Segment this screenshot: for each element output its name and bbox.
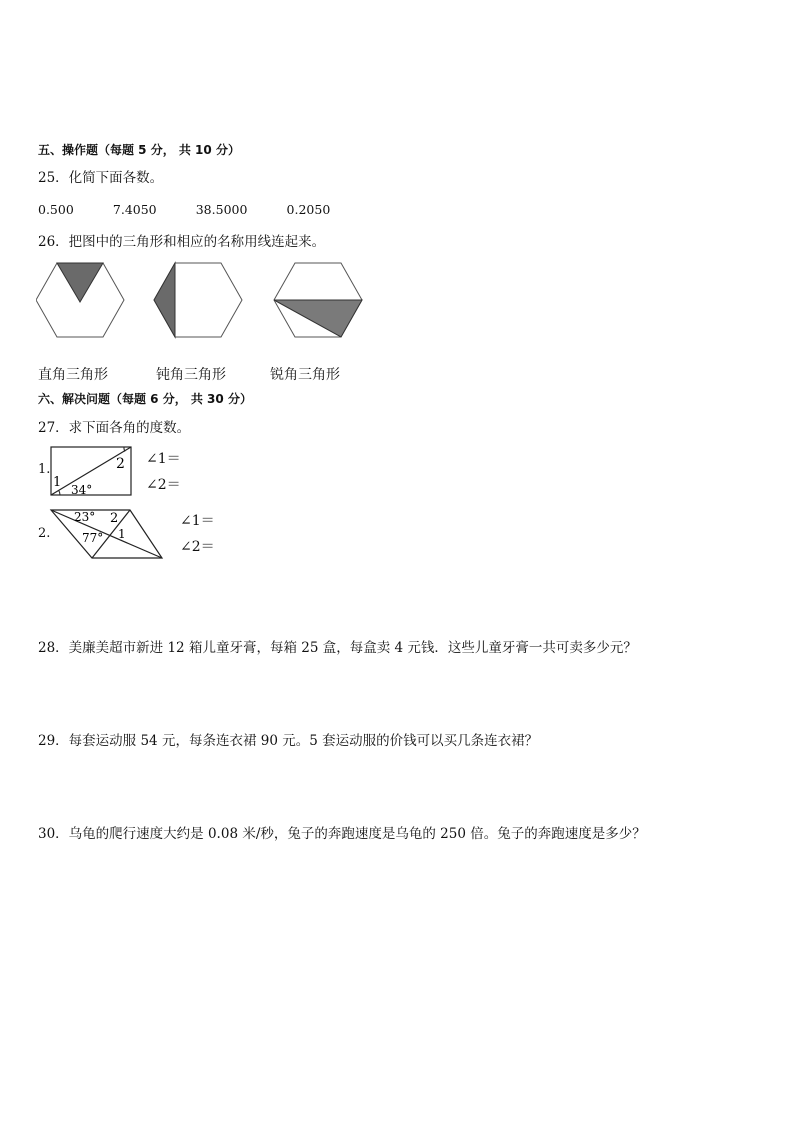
hexagon-figure-3	[274, 263, 362, 337]
q27-fig1-angle-34: 34°	[71, 483, 93, 497]
q27-fig2-mark-1: 1	[118, 527, 126, 541]
q27-figure-2-index: 2.	[38, 526, 51, 541]
q27-fig2-answer-2: ∠2＝	[180, 539, 215, 555]
question-27: 27．求下面各角的度数。	[38, 420, 191, 436]
q25-number-3: 38.5000	[195, 202, 248, 217]
section-5-title: 五、操作题（每题 5 分， 共 10 分）	[38, 143, 240, 157]
hexagon-figure-1	[36, 263, 124, 337]
q27-figure-2	[48, 506, 168, 562]
q27-fig1-answer-2: ∠2＝	[146, 477, 181, 493]
q27-fig1-answer-1: ∠1＝	[146, 451, 181, 467]
q27-figure-1	[46, 444, 136, 500]
q27-fig2-mark-2: 2	[110, 511, 119, 526]
question-30: 30．乌龟的爬行速度大约是 0.08 米/秒，兔子的奔跑速度是乌龟的 250 倍。兔子的奔跑速度是多少？	[38, 826, 646, 842]
q27-fig1-mark-1: 1	[53, 475, 62, 490]
section-6-title: 六、解决问题（每题 6 分， 共 30 分）	[38, 392, 252, 406]
label-obtuse-triangle: 钝角三角形	[156, 367, 226, 383]
q27-figure-1-index: 1.	[38, 462, 51, 477]
question-29: 29．每套运动服 54 元，每条连衣裙 90 元。5 套运动服的价钱可以买几条连衣裙？	[38, 733, 539, 749]
q27-fig1-mark-2: 2	[116, 456, 125, 472]
hexagon-figures	[36, 258, 376, 342]
q27-fig2-angle-77: 77°	[82, 531, 104, 545]
q25-numbers	[38, 199, 364, 218]
label-acute-triangle: 锐角三角形	[270, 367, 340, 383]
question-25: 25．化简下面各数。	[38, 170, 164, 186]
question-28: 28．美廉美超市新进 12 箱儿童牙膏，每箱 25 盒，每盒卖 4 元钱．这些儿童牙膏一共可卖多少元？	[38, 640, 637, 656]
q27-fig2-answer-1: ∠1＝	[180, 513, 215, 529]
hexagon-figure-2	[154, 263, 242, 337]
label-right-triangle: 直角三角形	[38, 367, 108, 383]
q25-number-2: 7.4050	[112, 202, 157, 217]
q25-number-1: 0.500	[38, 202, 74, 217]
q27-fig2-angle-23: 23°	[74, 510, 96, 524]
q27-fig2-answers	[180, 508, 215, 560]
q25-number-4: 0.2050	[286, 202, 331, 217]
q27-fig1-answers	[146, 446, 181, 498]
question-26: 26．把图中的三角形和相应的名称用线连起来。	[38, 234, 326, 250]
